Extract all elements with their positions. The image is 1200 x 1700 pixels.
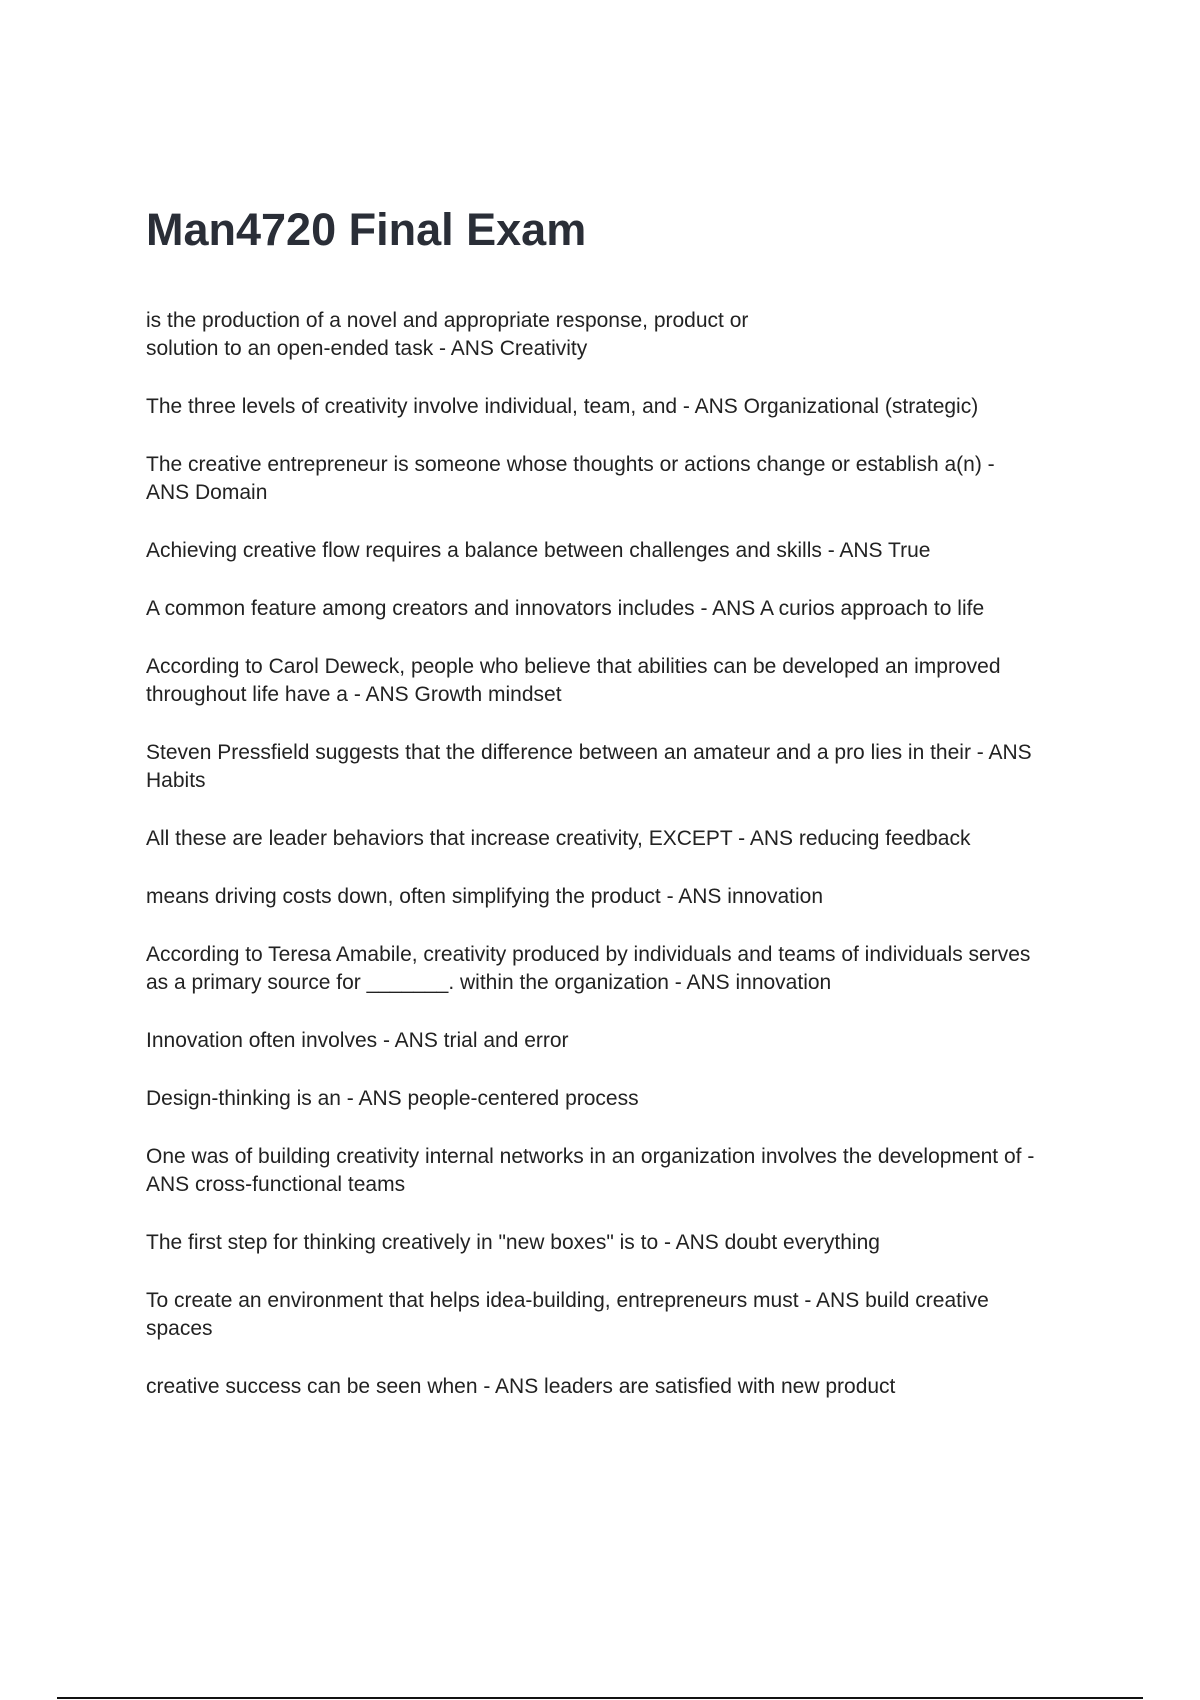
qa-item-6: According to Carol Deweck, people who believe that abilities can be developed an improved throughout life have a - ANS Growth mindset	[146, 655, 1001, 706]
qa-item-8: All these are leader behaviors that increase creativity, EXCEPT - ANS reducing feedback	[146, 827, 971, 850]
question-answer-list	[146, 307, 1096, 1401]
qa-item-4: Achieving creative flow requires a balance between challenges and skills - ANS True	[146, 539, 931, 562]
footer-divider	[57, 1697, 1143, 1699]
document-page	[146, 200, 1096, 1431]
qa-item-15: To create an environment that helps idea-building, entrepreneurs must - ANS build creative spaces	[146, 1289, 989, 1340]
qa-item-14: The first step for thinking creatively in "new boxes" is to - ANS doubt everything	[146, 1231, 880, 1254]
qa-item-13: One was of building creativity internal networks in an organization involves the development of - ANS cross-functional teams	[146, 1145, 1035, 1196]
qa-item-10: According to Teresa Amabile, creativity produced by individuals and teams of individuals serves as a primary source for _______. within the organization - ANS innovation	[146, 943, 1031, 994]
qa-item-16: creative success can be seen when - ANS leaders are satisfied with new product	[146, 1375, 896, 1398]
qa-item-5: A common feature among creators and innovators includes - ANS A curios approach to life	[146, 597, 985, 620]
qa-item-3: The creative entrepreneur is someone whose thoughts or actions change or establish a(n) - ANS Domain	[146, 453, 995, 504]
qa-item-2: The three levels of creativity involve individual, team, and - ANS Organizational (strategic)	[146, 395, 979, 418]
qa-item-9: means driving costs down, often simplifying the product - ANS innovation	[146, 885, 824, 908]
page-title: Man4720 Final Exam	[146, 204, 587, 255]
qa-item-7: Steven Pressfield suggests that the difference between an amateur and a pro lies in their - ANS Habits	[146, 741, 1032, 792]
qa-item-11: Innovation often involves - ANS trial and error	[146, 1029, 569, 1052]
qa-item-1: is the production of a novel and appropriate response, product or solution to an open-ended task - ANS Creativity	[146, 309, 749, 360]
qa-item-12: Design-thinking is an - ANS people-centered process	[146, 1087, 639, 1110]
